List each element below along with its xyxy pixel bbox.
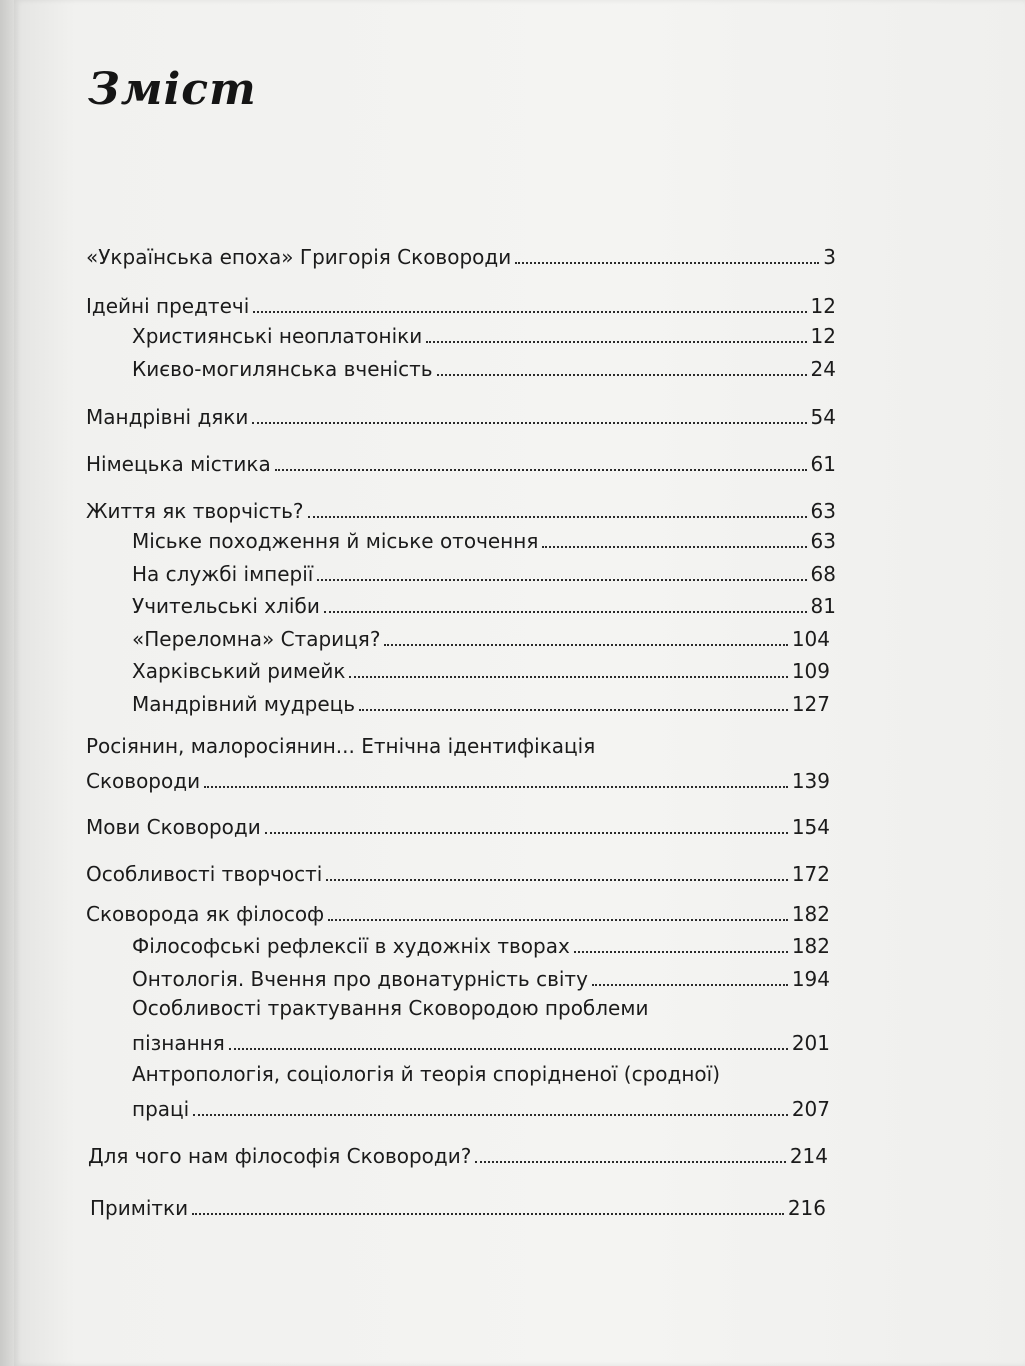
toc-entry-label: Учительські хліби [132, 594, 320, 618]
toc-entry-label: Особливості творчості [86, 862, 323, 886]
toc-subentry[interactable] [132, 348, 836, 382]
toc-entry-label: «Переломна» Стариця? [132, 627, 381, 651]
toc-entry-label[interactable]: Антропологія, соціологія й теорія спорідненої (сродної) [132, 1062, 721, 1086]
leader-dots [574, 951, 788, 953]
toc-entry[interactable] [86, 853, 830, 887]
toc-entry-label: Життя як творчість? [86, 499, 304, 523]
toc-page-number: 12 [810, 294, 836, 318]
toc-entry[interactable] [90, 1187, 826, 1221]
toc-subentry[interactable] [132, 925, 830, 959]
toc-entry[interactable] [86, 893, 830, 927]
toc-subentry[interactable] [132, 958, 830, 992]
toc-entry[interactable] [88, 1135, 828, 1169]
toc-entry-label: Німецька містика [86, 452, 271, 476]
toc-entry-label-continued: праці [132, 1097, 190, 1121]
toc-entry-label: Ідейні предтечі [86, 294, 250, 318]
leader-dots [349, 676, 787, 678]
toc-entry-label: Мови Сковороди [86, 815, 261, 839]
toc-entry-label-continued: пізнання [132, 1031, 225, 1055]
leader-dots [252, 422, 806, 424]
toc-subentry[interactable] [132, 553, 836, 587]
toc-subentry[interactable] [132, 650, 830, 684]
toc-page-number: 109 [791, 659, 830, 683]
toc-entry-label: Києво-могилянська вченість [132, 357, 433, 381]
toc-subentry[interactable] [132, 683, 830, 717]
leader-dots [359, 709, 788, 711]
toc-page-number: 214 [789, 1144, 828, 1168]
leader-dots [193, 1114, 788, 1116]
toc-subentry[interactable] [132, 585, 836, 619]
leader-dots [542, 546, 806, 548]
toc-subentry[interactable] [132, 315, 836, 349]
toc-entry[interactable] [86, 396, 836, 430]
leader-dots [475, 1161, 785, 1163]
toc-entry[interactable] [86, 443, 836, 477]
toc-page-number: 3 [823, 245, 836, 269]
toc-page-number: 81 [810, 594, 836, 618]
toc-page-number: 154 [791, 815, 830, 839]
toc-entry-label: Філософські рефлексії в художніх творах [132, 934, 570, 958]
toc-entry-label: «Українська епоха» Григорія Сковороди [86, 245, 512, 269]
toc-page-number: 63 [810, 499, 836, 523]
leader-dots [324, 611, 807, 613]
leader-dots [265, 832, 788, 834]
toc-entry-label-continued: Сковороди [86, 769, 201, 793]
toc-entry-label: Примітки [90, 1196, 189, 1220]
toc-subentry[interactable] [132, 618, 830, 652]
leader-dots [426, 341, 806, 343]
toc-entry[interactable] [86, 490, 836, 524]
toc-page-number: 194 [791, 967, 830, 991]
toc-page-number: 63 [810, 529, 836, 553]
toc-subentry[interactable] [132, 1022, 830, 1056]
leader-dots [437, 374, 807, 376]
leader-dots [317, 579, 806, 581]
leader-dots [204, 786, 788, 788]
leader-dots [328, 919, 788, 921]
toc-page-number: 216 [787, 1196, 826, 1220]
toc-entry-label: Харківський римейк [132, 659, 346, 683]
toc-page-number: 182 [791, 934, 830, 958]
toc-entry-label[interactable]: Особливості трактування Сковородою проблеми [132, 996, 649, 1020]
toc-page-number: 127 [791, 692, 830, 716]
toc-entry-label: Християнські неоплатоніки [132, 324, 423, 348]
toc-page-number: 61 [810, 452, 836, 476]
toc-page-number: 12 [810, 324, 836, 348]
toc-entry-label: Мандрівний мудрець [132, 692, 356, 716]
toc-entry[interactable] [86, 236, 836, 270]
toc-page-number: 68 [810, 562, 836, 586]
leader-dots [384, 644, 787, 646]
leader-dots [515, 262, 819, 264]
toc-page-number: 24 [810, 357, 836, 381]
toc-entry[interactable] [86, 806, 830, 840]
page-title: Зміст [88, 64, 257, 115]
toc-subentry[interactable] [132, 520, 836, 554]
toc-page-number: 207 [791, 1097, 830, 1121]
toc-entry[interactable] [86, 760, 830, 794]
leader-dots [253, 311, 806, 313]
toc-entry-label: На службі імперії [132, 562, 314, 586]
toc-entry-label: Сковорода як філософ [86, 902, 325, 926]
toc-entry-label: Мандрівні дяки [86, 405, 249, 429]
leader-dots [229, 1048, 788, 1050]
toc-entry-label[interactable]: Росіянин, малоросіянин... Етнічна ідентифікація [86, 734, 596, 758]
leader-dots [192, 1213, 784, 1215]
toc-entry-label: Для чого нам філософія Сковороди? [88, 1144, 472, 1168]
toc-page-number: 201 [791, 1031, 830, 1055]
toc-page-number: 54 [810, 405, 836, 429]
toc-entry[interactable] [86, 285, 836, 319]
leader-dots [326, 879, 788, 881]
toc-page-number: 182 [791, 902, 830, 926]
leader-dots [308, 516, 807, 518]
toc-page-number: 172 [791, 862, 830, 886]
toc-subentry[interactable] [132, 1088, 830, 1122]
toc-entry-label: Онтологія. Вчення про двонатурність світу [132, 967, 588, 991]
toc-entry-label: Міське походження й міське оточення [132, 529, 539, 553]
toc-page-number: 104 [791, 627, 830, 651]
leader-dots [592, 984, 788, 986]
leader-dots [275, 469, 807, 471]
toc-page-number: 139 [791, 769, 830, 793]
